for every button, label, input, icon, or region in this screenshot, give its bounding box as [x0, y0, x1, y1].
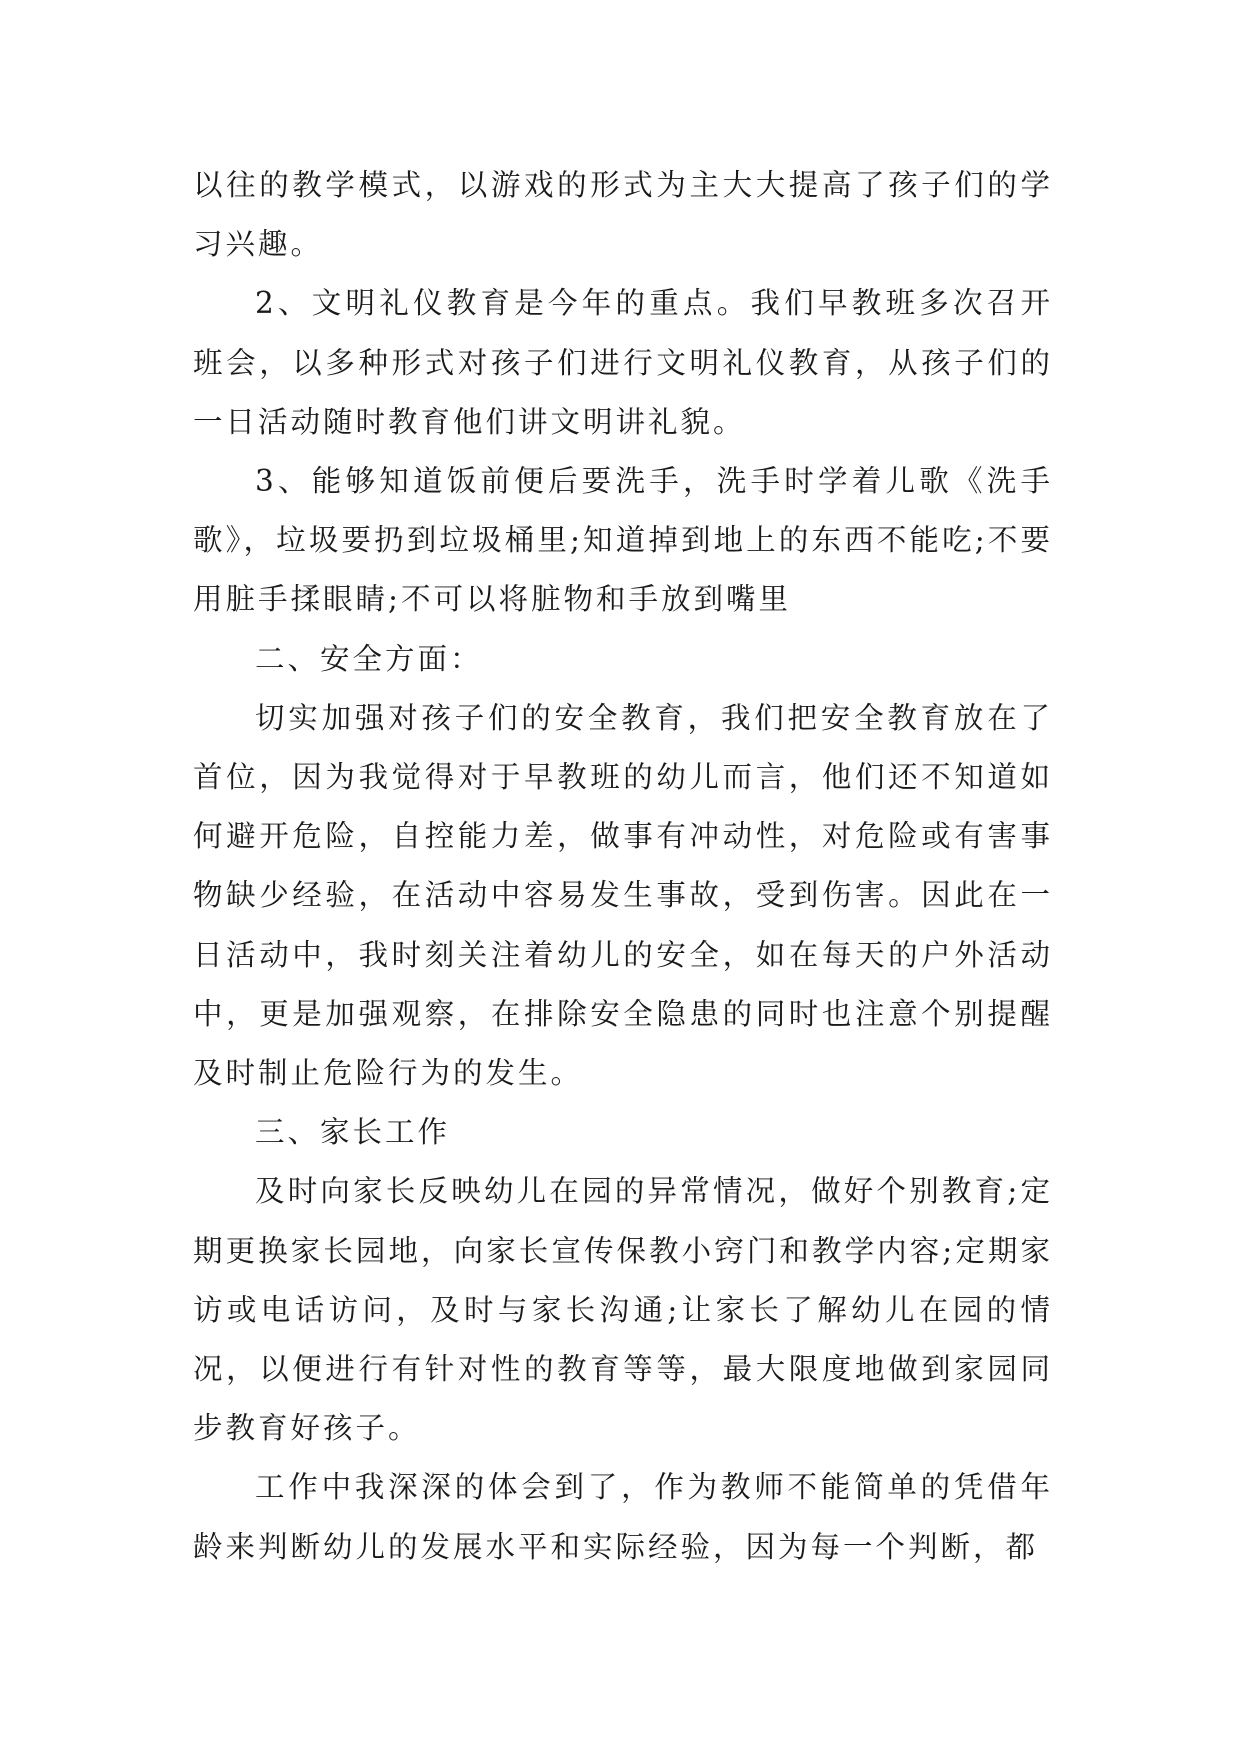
paragraph-safety: 切实加强对孩子们的安全教育，我们把安全教育放在了首位，因为我觉得对于早教班的幼儿而言，他们还不知道如何避开危险，自控能力差，做事有冲动性，对危险或有害事物缺少经验，在活动中容易发生事故，受到伤害。因此在一日活动中，我时刻关注着幼儿的安全，如在每天的户外活动中，更是加强观察，在排除安全隐患的同时也注意个别提醒及时制止危险行为的发生。 — [193, 700, 1053, 1091]
heading-safety: 二、安全方面： — [255, 641, 483, 676]
paragraph-etiquette: 2、文明礼仪教育是今年的重点。我们早教班多次召开班会，以多种形式对孩子们进行文明礼仪教育，从孩子们的一日活动随时教育他们讲文明讲礼貌。 — [193, 286, 1053, 439]
body-text — [193, 156, 1053, 1577]
paragraph-reflection: 工作中我深深的体会到了，作为教师不能简单的凭借年龄来判断幼儿的发展水平和实际经验，因为每一个判断，都 — [193, 1470, 1053, 1564]
paragraph-continuation: 以往的教学模式，以游戏的形式为主大大提高了孩子们的学习兴趣。 — [193, 168, 1053, 262]
heading-parents: 三、家长工作 — [255, 1115, 451, 1150]
paragraph-parents: 及时向家长反映幼儿在园的异常情况，做好个别教育;定期更换家长园地，向家长宣传保教小窍门和教学内容;定期家访或电话访问，及时与家长沟通;让家长了解幼儿在园的情况，以便进行有针对性的教育等等，最大限度地做到家园同步教育好孩子。 — [193, 1174, 1053, 1446]
paragraph-hygiene: 3、能够知道饭前便后要洗手，洗手时学着儿歌《洗手歌》，垃圾要扔到垃圾桶里;知道掉到地上的东西不能吃;不要用脏手揉眼睛;不可以将脏物和手放到嘴里 — [193, 464, 1053, 617]
